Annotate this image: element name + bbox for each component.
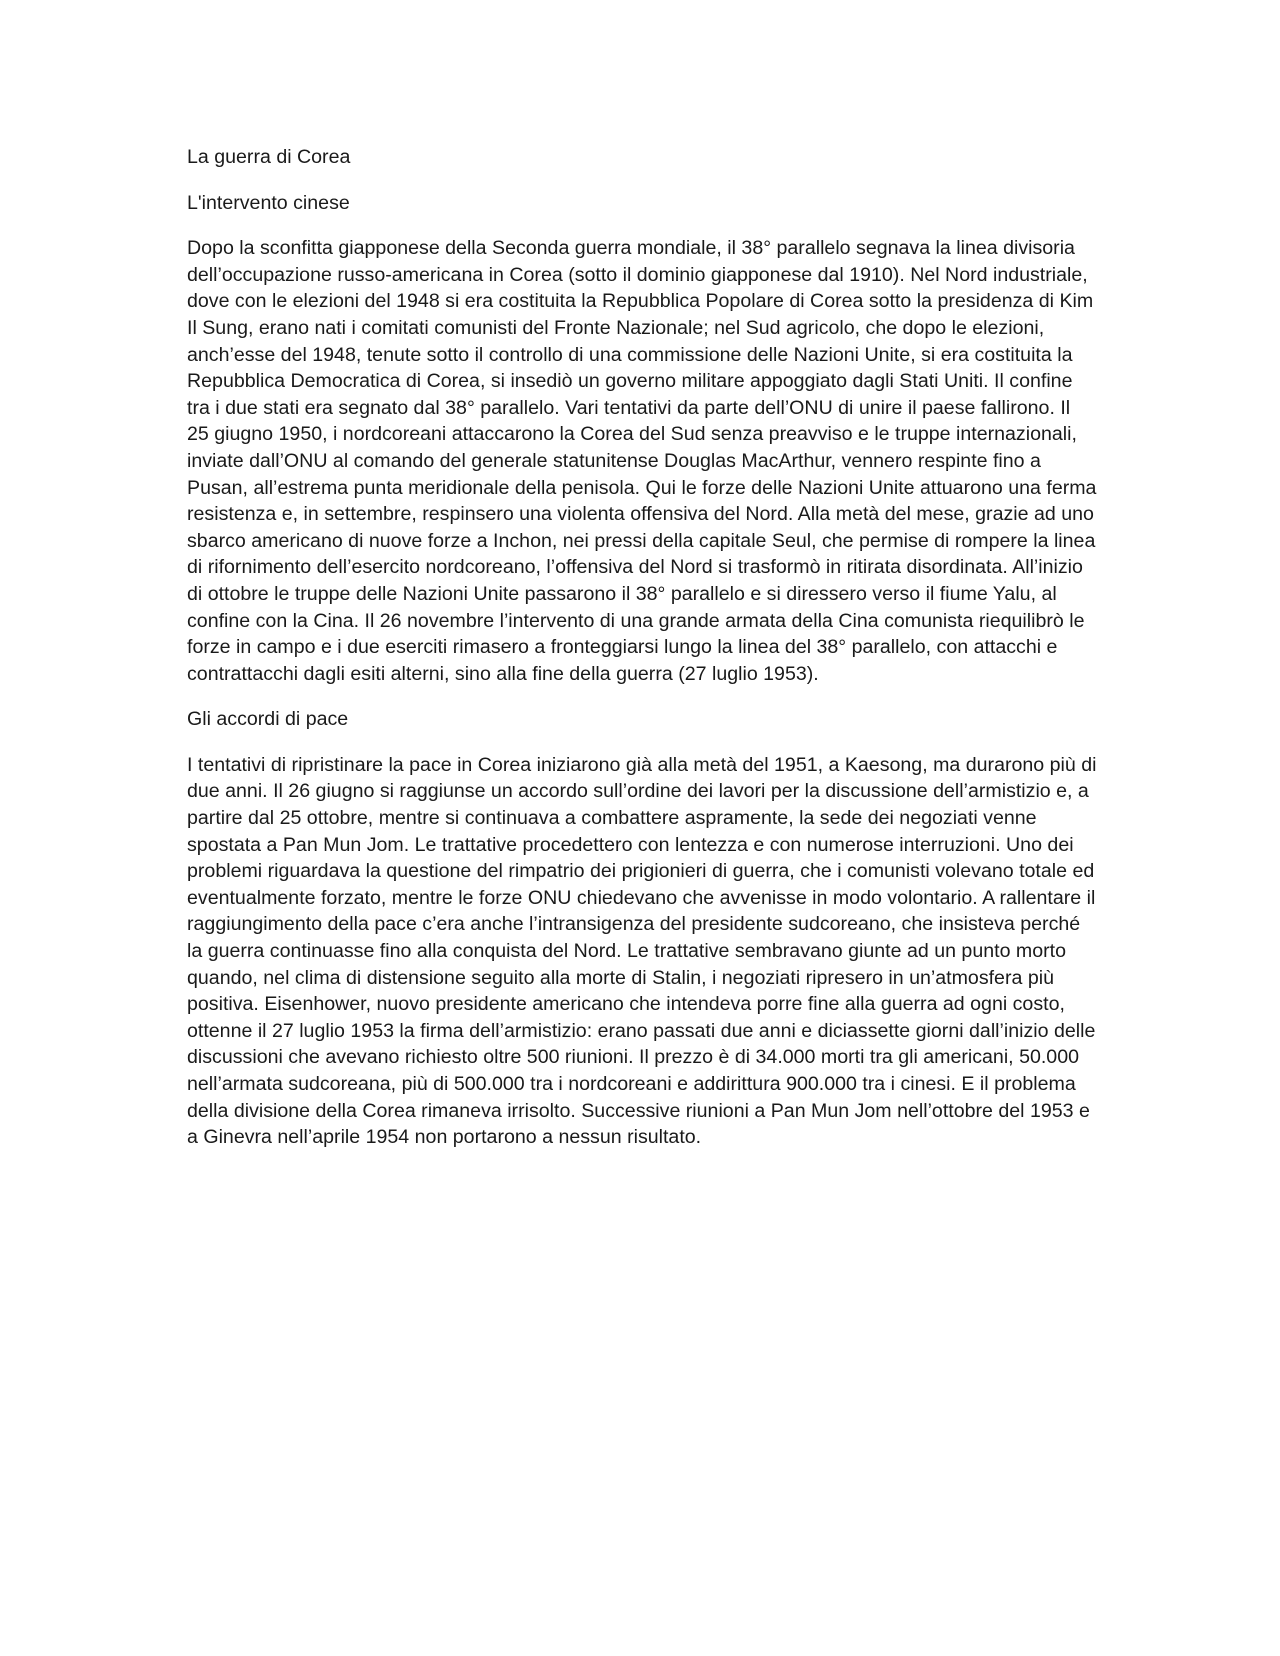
section-heading-intervento-cinese: L'intervento cinese: [187, 191, 350, 214]
document-body: [187, 144, 1097, 1170]
section-heading-accordi-di-pace: Gli accordi di pace: [187, 708, 349, 731]
document-title: La guerra di Corea: [187, 146, 351, 168]
section-paragraph-intervento-cinese: Dopo la sconfitta giapponese della Seconda guerra mondiale, il 38° parallelo segnava la linea divisoria dell’occupazione russo-americana in Corea (sotto il dominio giapponese dal 1910). Nel Nord industriale, dove con le elezioni del 1948 si era costituita la Repubblica Popolare di Corea sotto la presidenza di Kim Il Sung, erano nati i comitati comunisti del Fronte Nazionale; nel Sud agricolo, che dopo le elezioni, anch’esse del 1948, tenute sotto il controllo di una commissione delle Nazioni Unite, si era costituita la Repubblica Democratica di Corea, si insediò un governo militare appoggiato dagli Stati Uniti. Il confine tra i due stati era segnato dal 38° parallelo. Vari tentativi da parte dell’ONU di unire il paese fallirono. Il 25 giugno 1950, i nordcoreani attaccarono la Corea del Sud senza preavviso e le truppe internazionali, inviate dall’ONU al comando del generale statunitense Douglas MacArthur, vennero respinte fino a Pusan, all’estrema punta meridionale della penisola. Qui le forze delle Nazioni Unite attuarono una ferma resistenza e, in settembre, respinsero una violenta offensiva del Nord. Alla metà del mese, grazie ad uno sbarco americano di nuove forze a Inchon, nei pressi della capitale Seul, che permise di rompere la linea di rifornimento dell’esercito nordcoreano, l’offensiva del Nord si trasformò in ritirata disordinata. All’inizio di ottobre le truppe delle Nazioni Unite passarono il 38° parallelo e si diressero verso il fiume Yalu, al confine con la Cina. Il 26 novembre l’intervento di una grande armata della Cina comunista riequilibrò le forze in campo e i due eserciti rimasero a fronteggiarsi lungo la linea del 38° parallelo, con attacchi e contrattacchi dagli esiti alterni, sino alla fine della guerra (27 luglio 1953).: [187, 237, 1097, 685]
section-paragraph-accordi-di-pace: I tentativi di ripristinare la pace in Corea iniziarono già alla metà del 1951, a Kaesong, ma durarono più di due anni. Il 26 giugno si raggiunse un accordo sull’ordine dei lavori per la discussione dell’armistizio e, a partire dal 25 ottobre, mentre si continuava a combattere aspramente, la sede dei negoziati venne spostata a Pan Mun Jom. Le trattative procedettero con lentezza e con numerose interruzioni. Uno dei problemi riguardava la questione del rimpatrio dei prigionieri di guerra, che i comunisti volevano totale ed eventualmente forzato, mentre le forze ONU chiedevano che avvenisse in modo volontario. A rallentare il raggiungimento della pace c’era anche l’intransigenza del presidente sudcoreano, che insisteva perché la guerra continuasse fino alla conquista del Nord. Le trattative sembravano giunte ad un punto morto quando, nel clima di distensione seguito alla morte di Stalin, i negoziati ripresero in un’atmosfera più positiva. Eisenhower, nuovo presidente americano che intendeva porre fine alla guerra ad ogni costo, ottenne il 27 luglio 1953 la firma dell’armistizio: erano passati due anni e diciassette giorni dall’inizio delle discussioni che avevano richiesto oltre 500 riunioni. Il prezzo è di 34.000 morti tra gli americani, 50.000 nell’armata sudcoreana, più di 500.000 tra i nordcoreani e addirittura 900.000 tra i cinesi. E il problema della divisione della Corea rimaneva irrisolto. Successive riunioni a Pan Mun Jom nell’ottobre del 1953 e a Ginevra nell’aprile 1954 non portarono a nessun risultato.: [187, 753, 1097, 1149]
